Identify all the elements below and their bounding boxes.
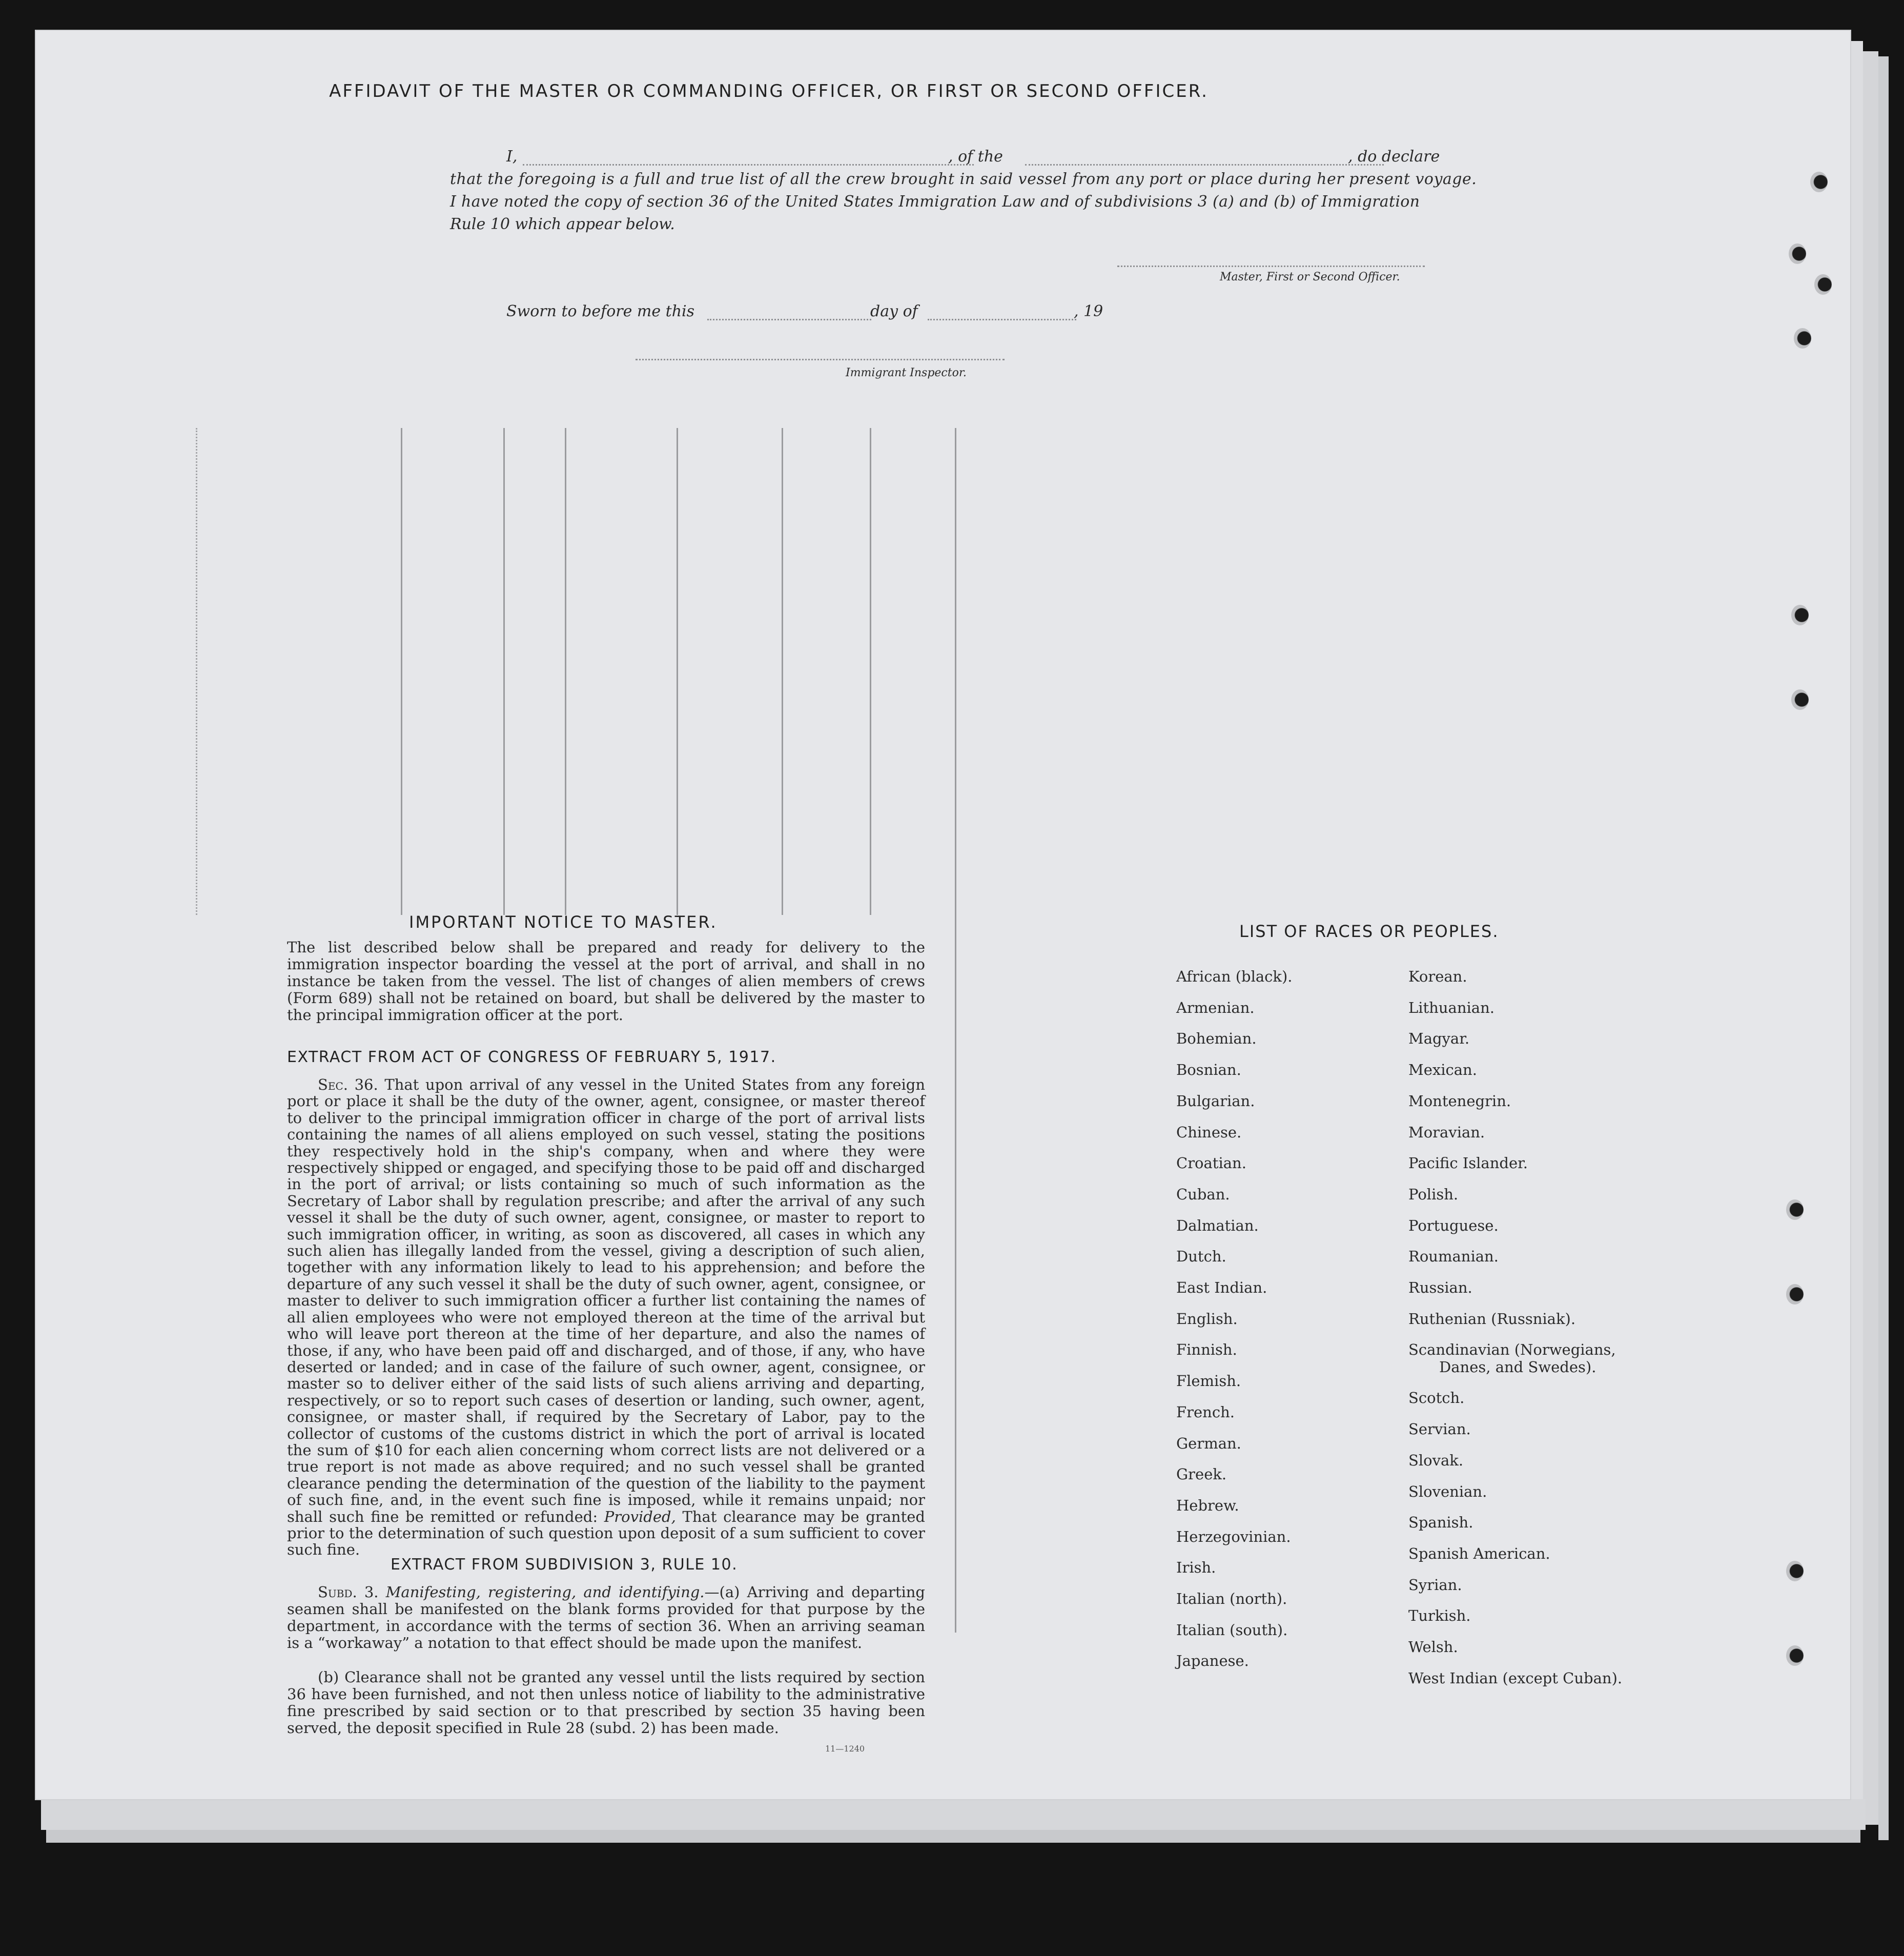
race-item: Slovenian. bbox=[1408, 1482, 1487, 1500]
affidavit-declare-label: , do declare bbox=[1348, 148, 1440, 166]
notice-text: The list described below shall be prepared and ready for delivery to the immigration inspector boarding the vessel at the port of arrival, and shall in no instance be taken from the vessel. The list of changes of alien members of crews (Form 689) shall not be retained on board, but shall be delivered by the master to the principal immigration officer at the port. bbox=[287, 939, 925, 1024]
race-item: Korean. bbox=[1408, 968, 1467, 985]
race-item: Spanish. bbox=[1408, 1514, 1473, 1532]
table-column-line bbox=[782, 428, 783, 915]
binder-hole bbox=[1786, 1199, 1804, 1220]
binder-hole bbox=[1789, 243, 1806, 264]
section-36-body: That upon arrival of any vessel in the United States from any foreign port or place it shall be the duty of the owner, agent, consignee, or master thereof to deliver to the principal immigration officer in charge of the port of arrival lists containing the names of all aliens employed on such vessel, stating the positions they respectively hold in the ship's company, when and where they were respectively shipped or engaged, and specifying those to be paid off and discharged in the port of arrival; or lists containing so much of such information as the Secretary of Labor shall by regulation prescribe; and after the arrival of any such vessel it shall be the duty of such owner, agent, consignee, or master to report to such immigration officer, in writing, as soon as discovered, all cases in which any such alien has illegally landed from the vessel, giving a description of such alien, together with any information likely to lead to his apprehension; and before the departure of any such vessel it shall be the duty of such owner, agent, consignee, or master to deliver to such immigration officer a further list containing the names of all alien employees who were not employed thereon at the time of the arrival but who will leave port thereon at the time of her departure, and also the names of those, if any, who have been paid off and discharged, and of those, if any, who have deserted or landed; and in case of the failure of such owner, agent, consignee, or master so to deliver either of the said lists of such aliens arriving and departing, respectively, or so to report such cases of desertion or landing, such owner, agent, consignee, or master shall, if required by the Secretary of Labor, pay to the collector of customs of the customs district in which the port of arrival is located the sum of $10 for each alien concerning whom correct lists are not delivered or a true report is not made as above required; and no such vessel shall be granted clearance pending the determination of the question of the liability to the payment of such fine, and, in the event such fine is imposed, while it remains unpaid; nor shall such fine be remitted or refunded: bbox=[287, 1076, 926, 1525]
subdivision-b-text: (b) Clearance shall not be granted any vessel until the lists required by section 36 have been furnished, and not then unless notice of liability to the administrative fine prescribed by said section or to that prescribed by section 35 having been served, the deposit specified in Rule 28 (subd. 2) has been made. bbox=[287, 1668, 925, 1737]
affidavit-line-3: I have noted the copy of section 36 of the United States Immigration Law and of subdivisions 3 (a) and (b) of Immigration bbox=[450, 193, 1420, 211]
subdivision-label: Subd. 3. bbox=[318, 1583, 379, 1601]
extract-rule-title: EXTRACT FROM SUBDIVISION 3, RULE 10. bbox=[391, 1556, 738, 1574]
day-blank bbox=[707, 319, 871, 320]
race-item: Finnish. bbox=[1176, 1341, 1237, 1359]
race-item: Cuban. bbox=[1176, 1185, 1230, 1203]
binder-hole bbox=[1791, 605, 1809, 625]
affidavit-title: AFFIDAVIT OF THE MASTER OR COMMANDING OFFICER, OR FIRST OR SECOND OFFICER. bbox=[329, 81, 1209, 101]
race-item: Russian. bbox=[1408, 1279, 1472, 1296]
race-item: Mexican. bbox=[1408, 1061, 1477, 1079]
binder-hole bbox=[1814, 274, 1832, 295]
table-column-line bbox=[503, 428, 505, 915]
race-item: Welsh. bbox=[1408, 1638, 1458, 1656]
race-item: Italian (north). bbox=[1176, 1590, 1287, 1607]
page-edge bbox=[1863, 51, 1878, 1825]
race-item: Dutch. bbox=[1176, 1248, 1226, 1266]
affidavit-line-2: that the foregoing is a full and true list of all the crew brought in said vessel from any port or place during her present voyage. bbox=[450, 170, 1477, 188]
race-item: African (black). bbox=[1176, 968, 1293, 985]
race-item: Italian (south). bbox=[1176, 1621, 1288, 1639]
table-column-line bbox=[196, 428, 197, 915]
race-item: Croatian. bbox=[1176, 1154, 1246, 1172]
race-item: Magyar. bbox=[1408, 1030, 1470, 1048]
race-item: Roumanian. bbox=[1408, 1248, 1499, 1266]
race-item: Lithuanian. bbox=[1408, 999, 1494, 1016]
race-item: Armenian. bbox=[1176, 999, 1255, 1016]
race-item: Irish. bbox=[1176, 1559, 1216, 1577]
race-item: French. bbox=[1176, 1403, 1235, 1421]
table-column-line bbox=[401, 428, 402, 915]
affidavit-of-the-label: , of the bbox=[948, 148, 1003, 166]
day-of-label: day of bbox=[870, 302, 918, 320]
affidavit-i-label: I, bbox=[506, 148, 518, 166]
race-item: West Indian (except Cuban). bbox=[1408, 1669, 1623, 1687]
race-item: Dalmatian. bbox=[1176, 1216, 1259, 1234]
section-label: Sec. 36. bbox=[318, 1076, 378, 1093]
table-column-line bbox=[870, 428, 871, 915]
binder-hole bbox=[1786, 1561, 1804, 1581]
races-title: LIST OF RACES OR PEOPLES. bbox=[1239, 922, 1499, 941]
race-item: Bohemian. bbox=[1176, 1030, 1257, 1048]
page-edge bbox=[46, 1830, 1860, 1843]
race-item: Ruthenian (Russniak). bbox=[1408, 1310, 1576, 1328]
page-edge bbox=[41, 1799, 1866, 1830]
inspector-caption: Immigrant Inspector. bbox=[846, 366, 967, 379]
signature-blank bbox=[1117, 266, 1425, 267]
race-item: East Indian. bbox=[1176, 1279, 1267, 1296]
race-item: Turkish. bbox=[1408, 1607, 1471, 1625]
vessel-blank bbox=[1025, 164, 1384, 166]
race-item: Montenegrin. bbox=[1408, 1092, 1511, 1110]
binder-hole bbox=[1794, 328, 1811, 349]
month-blank bbox=[928, 319, 1076, 320]
print-code: 11—1240 bbox=[825, 1744, 865, 1754]
race-item: Bulgarian. bbox=[1176, 1092, 1255, 1110]
race-item: Moravian. bbox=[1408, 1123, 1485, 1141]
race-item: Danes, and Swedes). bbox=[1439, 1358, 1596, 1376]
race-item: Hebrew. bbox=[1176, 1496, 1239, 1514]
race-item: Pacific Islander. bbox=[1408, 1154, 1528, 1172]
name-blank bbox=[523, 164, 974, 166]
race-item: Syrian. bbox=[1408, 1576, 1462, 1594]
binder-hole bbox=[1786, 1645, 1804, 1666]
sworn-label: Sworn to before me this bbox=[506, 302, 695, 320]
race-item: Scotch. bbox=[1408, 1389, 1465, 1407]
race-item: Polish. bbox=[1408, 1185, 1459, 1203]
table-column-line bbox=[677, 428, 678, 915]
notice-title: IMPORTANT NOTICE TO MASTER. bbox=[409, 912, 718, 932]
race-item: Spanish American. bbox=[1408, 1544, 1550, 1562]
affidavit-line-4: Rule 10 which appear below. bbox=[450, 215, 675, 233]
binder-hole bbox=[1791, 689, 1809, 710]
provided-label: Provided, bbox=[604, 1507, 676, 1525]
section-36-end: That clearance may be granted prior to the determination of such question upon deposit of a sum sufficient to cover such fine. bbox=[287, 1507, 925, 1559]
year-label: , 19 bbox=[1074, 302, 1103, 320]
race-item: Herzegovinian. bbox=[1176, 1527, 1291, 1545]
subdivision-a-body: —(a) Arriving and departing seamen shall be manifested on the blank forms provided for that purpose by the department, in accordance with the terms of section 36. When an arriving seaman is a “workaway” a notation to that effect should be made upon the manifest. bbox=[287, 1583, 925, 1652]
table-column-line bbox=[565, 428, 566, 915]
signature-caption: Master, First or Second Officer. bbox=[1220, 271, 1400, 283]
subdivision-heading: Manifesting, registering, and identifying. bbox=[385, 1583, 705, 1601]
extract-act-text bbox=[287, 1076, 925, 1558]
race-item: English. bbox=[1176, 1310, 1238, 1328]
binder-hole bbox=[1810, 172, 1828, 192]
race-item: Chinese. bbox=[1176, 1123, 1242, 1141]
subdivision-a-text bbox=[287, 1584, 925, 1652]
race-item: Slovak. bbox=[1408, 1451, 1464, 1469]
inspector-blank bbox=[636, 359, 1005, 360]
race-item: German. bbox=[1176, 1434, 1241, 1452]
race-item: Portuguese. bbox=[1408, 1216, 1499, 1234]
race-item: Flemish. bbox=[1176, 1372, 1241, 1390]
race-item: Greek. bbox=[1176, 1465, 1227, 1483]
race-item: Japanese. bbox=[1176, 1652, 1249, 1670]
binder-hole bbox=[1786, 1284, 1804, 1305]
race-item: Servian. bbox=[1408, 1420, 1471, 1438]
race-item: Scandinavian (Norwegians, bbox=[1408, 1341, 1616, 1359]
race-item: Bosnian. bbox=[1176, 1061, 1241, 1079]
document-page bbox=[36, 31, 1850, 1799]
page-edge bbox=[1878, 56, 1889, 1840]
table-column-line bbox=[955, 428, 956, 1633]
page-edge bbox=[1850, 41, 1863, 1799]
extract-act-title: EXTRACT FROM ACT OF CONGRESS OF FEBRUARY 5, 1917. bbox=[287, 1048, 776, 1066]
